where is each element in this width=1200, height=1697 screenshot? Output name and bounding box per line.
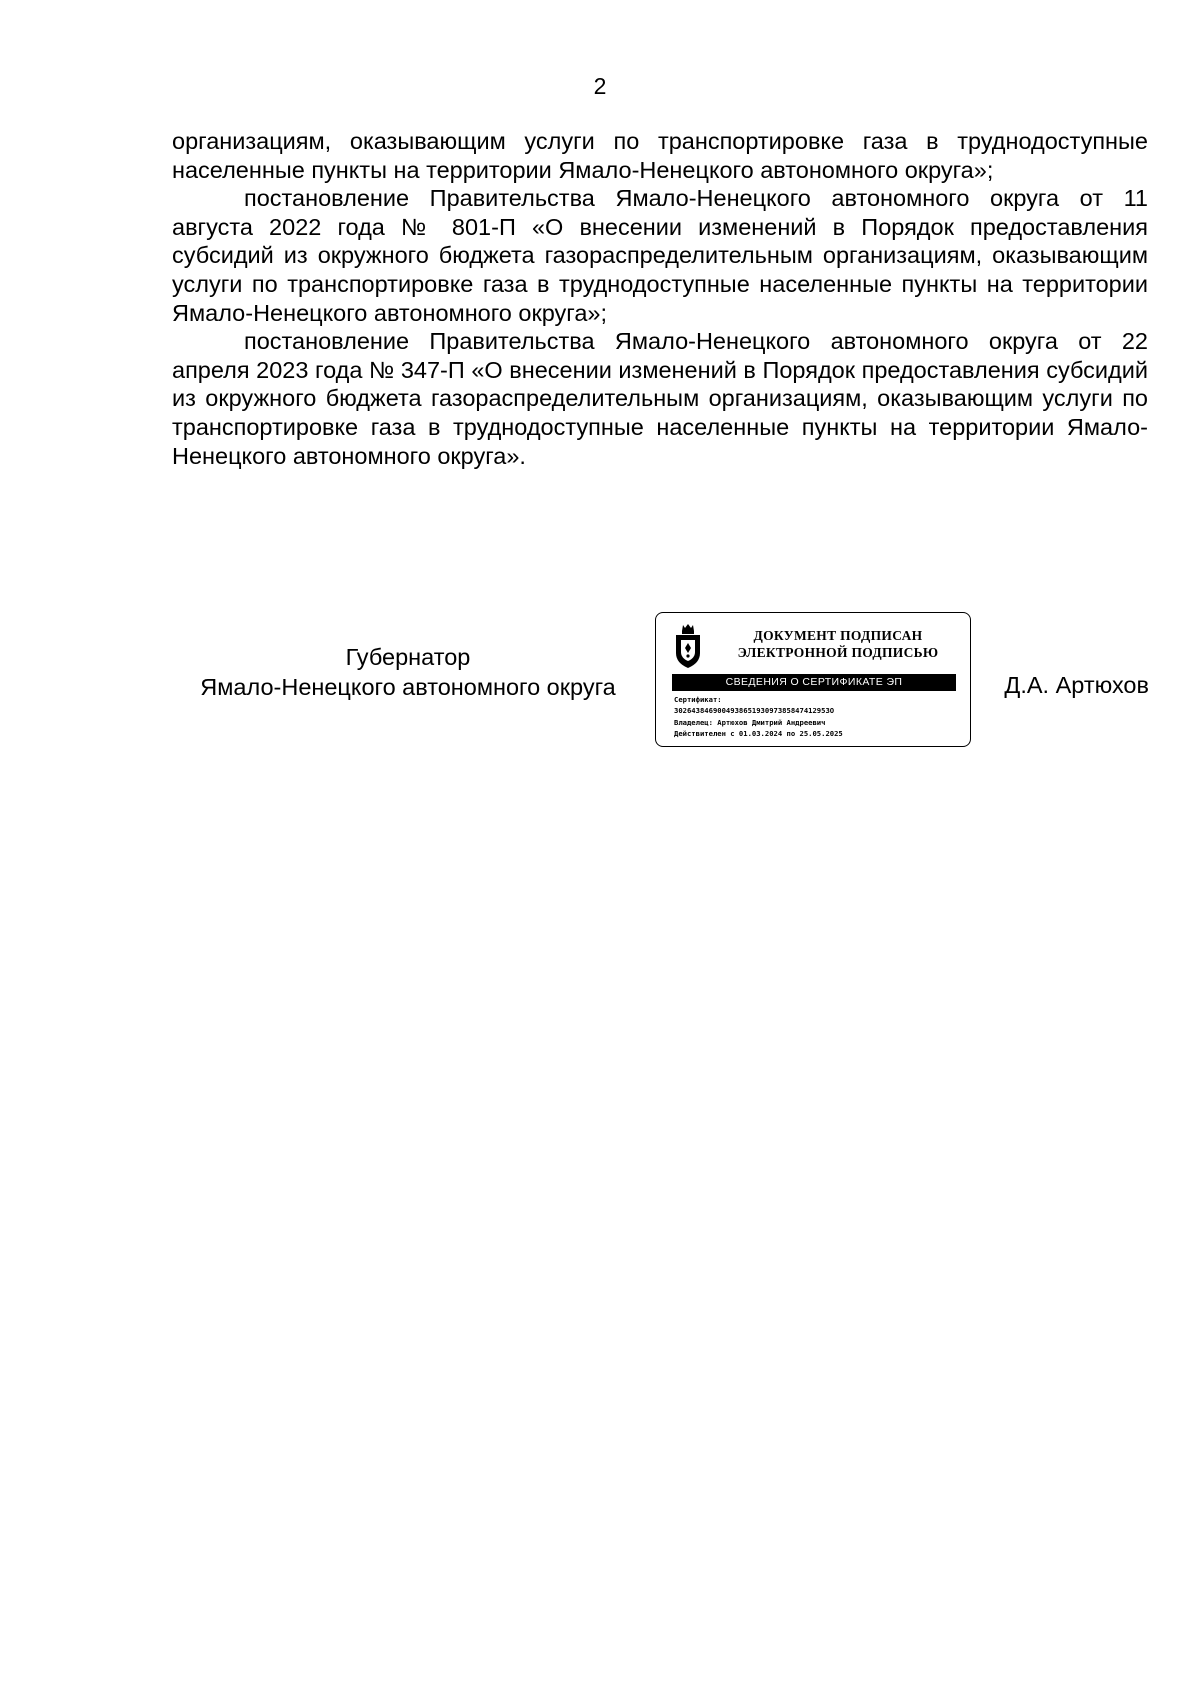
paragraph-resolution-801: постановление Правительства Ямало-Ненецкого автономного округа от 11 августа 2022 года № 801-П «О внесении изменений в Порядок предоставления субсидий из окружного бюджета газораспределительным организациям, оказывающим услуги по транспортировке газа в труднодоступные населенные пункты на территории Ямало-Ненецкого автономного округа»; — [172, 185, 1148, 326]
stamp-heading-line2: ЭЛЕКТРОННОЙ ПОДПИСЬЮ — [737, 645, 939, 660]
signer-name: Д.А. Артюхов — [1004, 672, 1149, 698]
certificate-label: Сертификат: — [674, 695, 722, 704]
document-body — [172, 127, 1148, 470]
signature-block — [0, 612, 1200, 762]
stamp-heading-line1: ДОКУМЕНТ ПОДПИСАН — [753, 628, 923, 643]
certificate-validity: Действителен с 01.03.2024 по 25.05.2025 — [674, 728, 843, 738]
page-number: 2 — [593, 73, 607, 99]
certificate-owner: Владелец: Артюхов Дмитрий Андреевич — [674, 717, 826, 727]
electronic-signature-stamp — [655, 612, 971, 747]
paragraph-continuation: организациям, оказывающим услуги по транспортировке газа в труднодоступные населенные пункты на территории Ямало-Ненецкого автономного округа»; — [172, 128, 1148, 183]
coat-of-arms-icon — [672, 623, 704, 669]
stamp-certificate-bar: СВЕДЕНИЯ О СЕРТИФИКАТЕ ЭП — [672, 674, 956, 691]
stamp-heading — [716, 627, 960, 661]
certificate-number: 302643846900493865193097385847412953O — [674, 706, 835, 716]
signer-position — [172, 642, 644, 702]
signer-position-title: Губернатор — [345, 644, 471, 670]
signer-position-region: Ямало-Ненецкого автономного округа — [200, 674, 616, 700]
paragraph-resolution-347: постановление Правительства Ямало-Ненецкого автономного округа от 22 апреля 2023 года № 347-П «О внесении изменений в Порядок предоставления субсидий из окружного бюджета газораспределительным организациям, оказывающим услуги по транспортировке газа в труднодоступные населенные пункты на территории Ямало-Ненецкого автономного округа». — [172, 328, 1148, 469]
stamp-certificate-details — [674, 694, 964, 739]
